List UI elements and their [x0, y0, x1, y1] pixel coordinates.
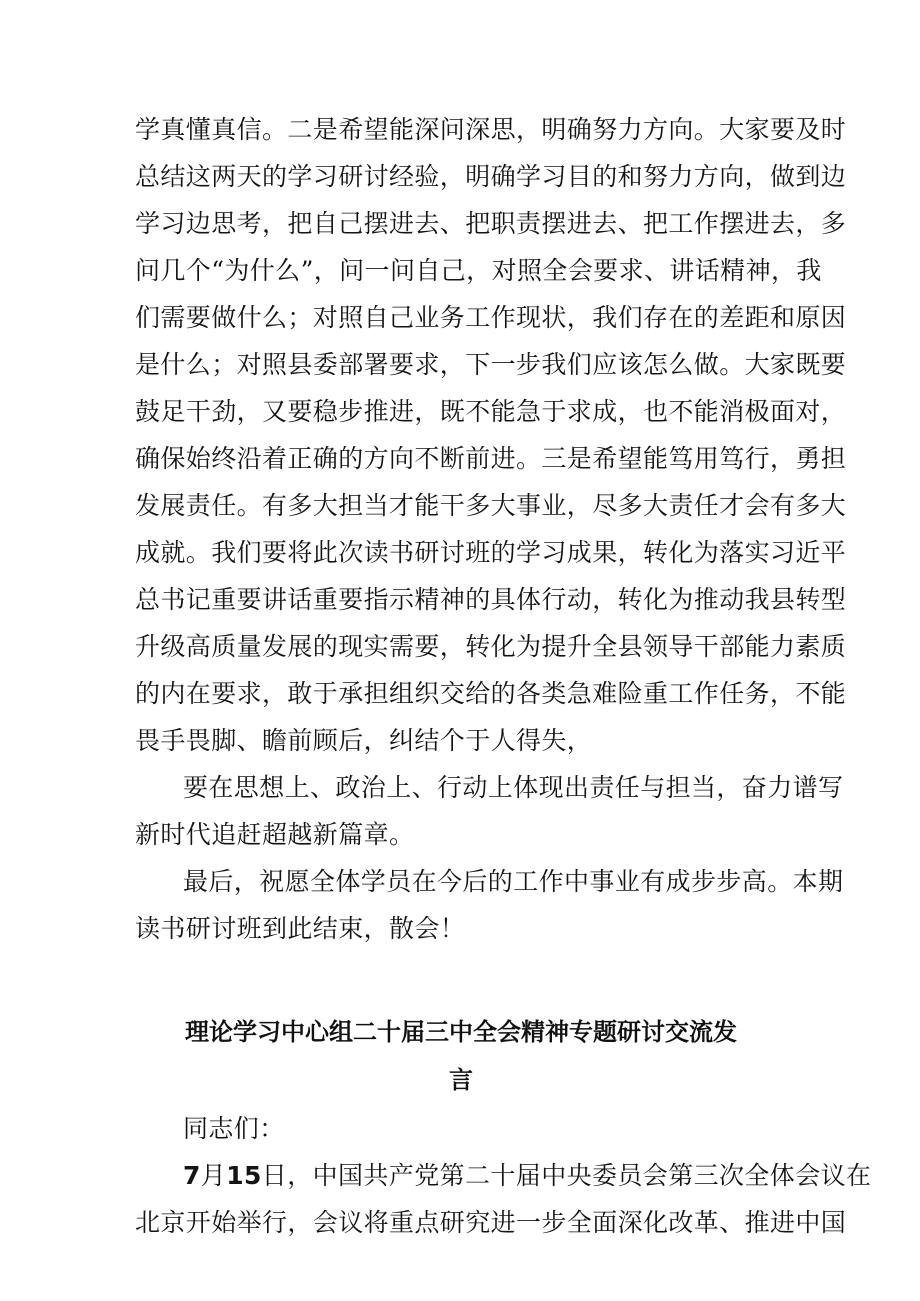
paragraph-line: 要在思想上、政治上、行动上体现出责任与担当，奋力谱写	[183, 773, 844, 802]
paragraph-line: 总书记重要讲话重要指示精神的具体行动，转化为推动我县转型	[135, 585, 847, 614]
paragraph-line: 是什么；对照县委部署要求，下一步我们应该怎么做。大家既要	[135, 350, 847, 379]
paragraph-line: 北京开始举行，会议将重点研究进一步全面深化改革、推进中国	[135, 1208, 847, 1237]
paragraph-line: 鼓足干劲，又要稳步推进，既不能急于求成，也不能消极面对，	[135, 397, 847, 426]
paragraph-line: 总结这两天的学习研讨经验，明确学习目的和努力方向，做到边	[135, 162, 847, 191]
paragraph-line: 们需要做什么；对照自己业务工作现状，我们存在的差距和原因	[135, 303, 847, 332]
paragraph-line: 升级高质量发展的现实需要，转化为提升全县领导干部能力素质	[135, 632, 847, 661]
paragraph-line: 问几个“为什么”，问一问自己，对照全会要求、讲话精神，我	[135, 256, 822, 285]
paragraph-line: 发展责任。有多大担当才能干多大事业，尽多大责任才会有多大	[135, 491, 847, 520]
section-title: 理论学习中心组二十届三中全会精神专题研讨交流发	[185, 1018, 737, 1046]
paragraph-line: 的内在要求，敢于承担组织交给的各类急难险重工作任务，不能	[135, 679, 847, 708]
paragraph-line: 读书研讨班到此结束，散会！	[135, 914, 466, 943]
paragraph-line: 确保始终沿着正确的方向不断前进。三是希望能笃用笃行，勇担	[135, 444, 847, 473]
paragraph-line: 最后，祝愿全体学员在今后的工作中事业有成步步高。本期	[183, 867, 844, 896]
date-month-unit: 月	[200, 1161, 227, 1190]
paragraph-line: 成就。我们要将此次读书研讨班的学习成果，转化为落实习近平	[135, 538, 847, 567]
section-title-continuation: 言	[449, 1066, 473, 1094]
date-month-number: 7	[183, 1161, 201, 1190]
paragraph-line: 学习边思考，把自己摆进去、把职责摆进去、把工作摆进去，多	[135, 209, 847, 238]
date-day-number: 15	[226, 1161, 262, 1190]
paragraph-line	[183, 1154, 872, 1198]
paragraph-text: 日，中国共产党第二十届中央委员会第三次全体会议在	[261, 1161, 872, 1190]
paragraph-line: 学真懂真信。二是希望能深问深思，明确努力方向。大家要及时	[135, 115, 847, 144]
paragraph-line: 畏手畏脚、瞻前顾后，纠结个于人得失，	[135, 726, 593, 755]
paragraph-line: 新时代追赶超越新篇章。	[135, 820, 415, 849]
salutation: 同志们：	[183, 1114, 285, 1143]
